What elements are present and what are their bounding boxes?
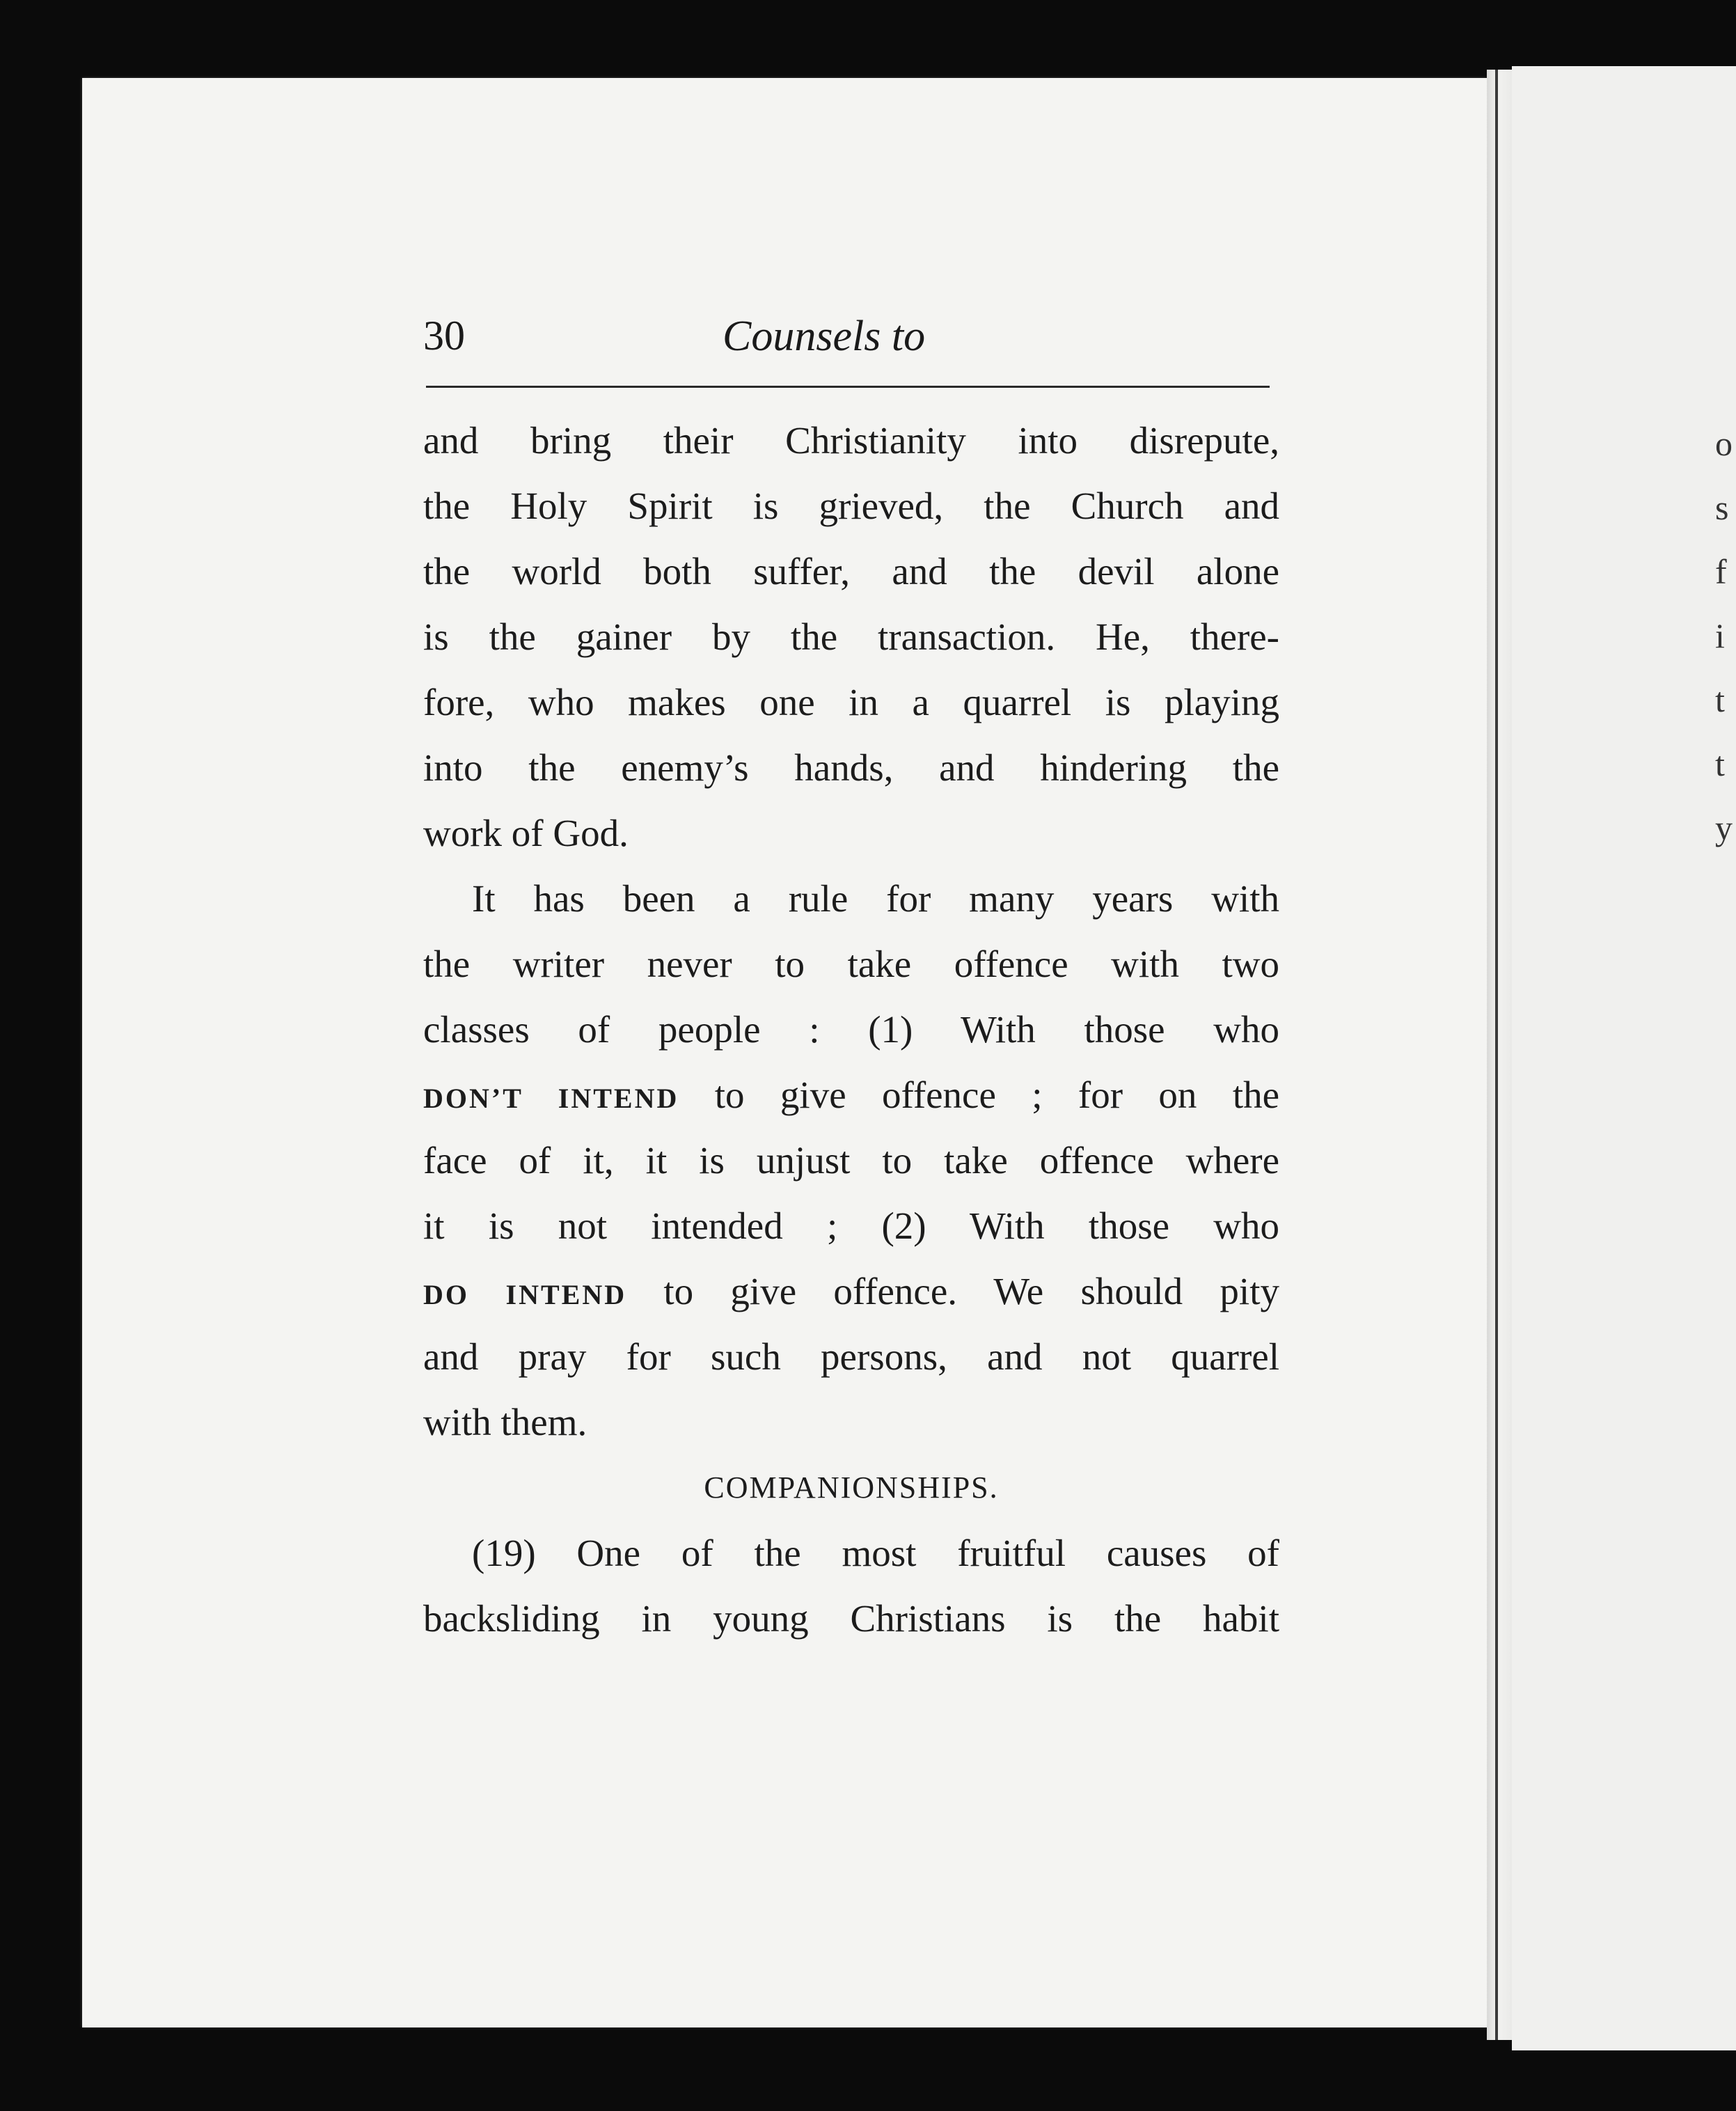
small-caps-phrase: DON’T INTEND bbox=[423, 1083, 679, 1114]
text-fragment: to give offence. We should pity bbox=[626, 1270, 1279, 1312]
header-rule bbox=[426, 386, 1270, 388]
text-line: the world both suffer, and the devil alone bbox=[423, 550, 1279, 593]
text-line: fore, who makes one in a quarrel is playing bbox=[423, 681, 1279, 723]
page-number: 30 bbox=[423, 313, 465, 359]
facing-fragment: t bbox=[1715, 744, 1725, 783]
text-line: classes of people : (1) With those who bbox=[423, 1008, 1279, 1051]
text-line bbox=[423, 1259, 1279, 1324]
text-line: face of it, it is unjust to take offence where bbox=[423, 1139, 1279, 1182]
text-line: the writer never to take offence with two bbox=[423, 943, 1279, 985]
text-line bbox=[423, 1062, 1279, 1128]
facing-fragment: o bbox=[1715, 424, 1733, 463]
text-line: It has been a rule for many years with bbox=[472, 877, 1279, 920]
gutter-line bbox=[1495, 70, 1498, 2040]
section-heading: COMPANIONSHIPS. bbox=[704, 1470, 999, 1505]
text-line: the Holy Spirit is grieved, the Church and bbox=[423, 485, 1279, 527]
page-body bbox=[423, 408, 1279, 1651]
facing-fragment: i bbox=[1715, 616, 1725, 655]
facing-fragment: y bbox=[1715, 808, 1733, 847]
text-line: is the gainer by the transaction. He, there- bbox=[423, 615, 1279, 658]
text-line: work of God. bbox=[423, 812, 629, 854]
book-gutter bbox=[1487, 70, 1512, 2040]
text-line: into the enemy’s hands, and hindering the bbox=[423, 746, 1279, 789]
text-line: and bring their Christianity into disrepute, bbox=[423, 419, 1279, 462]
text-fragment: to give offence ; for on the bbox=[679, 1074, 1280, 1116]
running-title: Counsels to bbox=[723, 313, 926, 360]
facing-fragment: f bbox=[1715, 552, 1727, 591]
text-line: backsliding in young Christians is the habit bbox=[423, 1597, 1279, 1640]
page-header bbox=[423, 312, 1272, 368]
facing-fragment: s bbox=[1715, 488, 1729, 527]
small-caps-phrase: DO INTEND bbox=[423, 1279, 627, 1310]
text-line: (19) One of the most fruitful causes of bbox=[472, 1532, 1279, 1574]
text-line: and pray for such persons, and not quarrel bbox=[423, 1335, 1279, 1378]
facing-fragment: t bbox=[1715, 680, 1725, 719]
text-line: it is not intended ; (2) With those who bbox=[423, 1204, 1279, 1247]
text-line: with them. bbox=[423, 1401, 587, 1443]
facing-page bbox=[1512, 66, 1736, 2050]
